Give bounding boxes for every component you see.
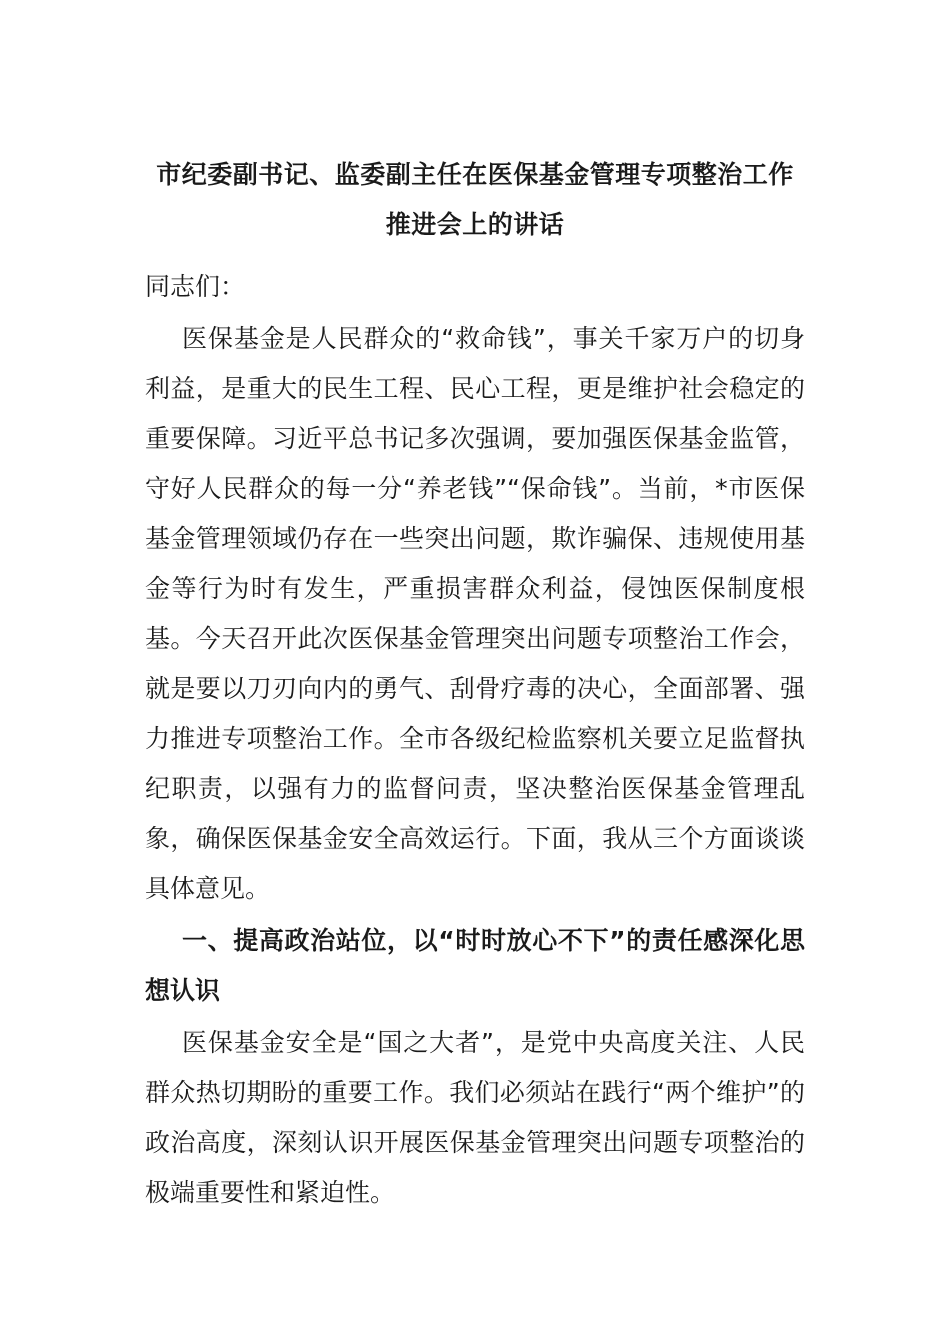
paragraph-section-1: 医保基金安全是“国之大者”，是党中央高度关注、人民群众热切期盼的重要工作。我们必须站在践行“两个维护”的政治高度，深刻认识开展医保基金管理突出问题专项整治的极端重要性和紧迫性。 [145, 1028, 805, 1207]
salutation: 同志们： [145, 272, 246, 301]
title-line-1: 市纪委副书记、监委副主任在医保基金管理专项整治工作 [156, 160, 794, 189]
document-page [145, 150, 805, 1218]
section-heading-1: 一、提高政治站位，以“时时放心不下”的责任感深化思想认识 [145, 926, 805, 1005]
paragraph-intro: 医保基金是人民群众的“救命钱”，事关千家万户的切身利益，是重大的民生工程、民心工程，更是维护社会稳定的重要保障。习近平总书记多次强调，要加强医保基金监管，守好人民群众的每一分“养老钱”“保命钱”。当前，*市医保基金管理领域仍存在一些突出问题，欺诈骗保、违规使用基金等行为时有发生，严重损害群众利益，侵蚀医保制度根基。今天召开此次医保基金管理突出问题专项整治工作会，就是要以刀刃向内的勇气、刮骨疗毒的决心，全面部署、强力推进专项整治工作。全市各级纪检监察机关要立足监督执纪职责，以强有力的监督问责，坚决整治医保基金管理乱象，确保医保基金安全高效运行。下面，我从三个方面谈谈具体意见。 [145, 324, 805, 903]
document-title [145, 150, 805, 250]
title-line-2: 推进会上的讲话 [385, 210, 565, 239]
